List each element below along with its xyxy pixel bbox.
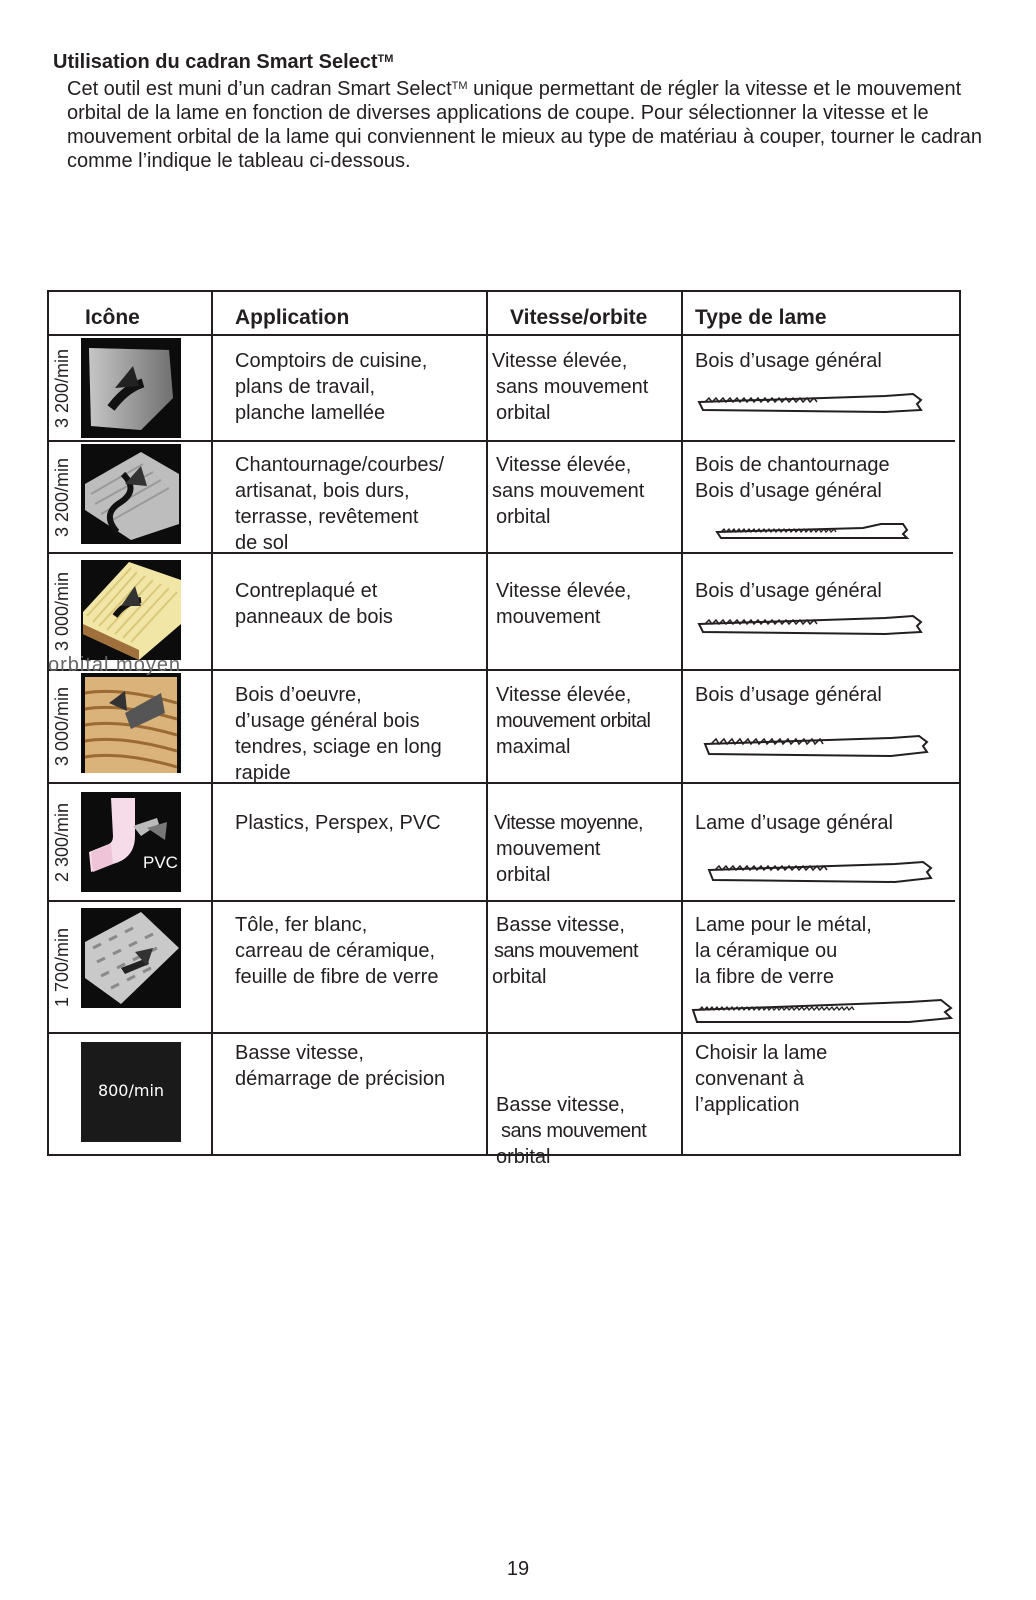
speed-cell: Basse vitesse, sans mouvement orbital <box>496 1094 647 1168</box>
low-speed-icon <box>81 1042 181 1142</box>
scroll-cut-icon <box>81 444 181 544</box>
overlapping-text-artifact: orbital moyen <box>48 654 182 676</box>
speed-cell: Basse vitesse, sans mouvement orbital <box>492 914 638 988</box>
speed-label: 3 000/min <box>52 571 73 652</box>
application-cell: Tôle, fer blanc, carreau de céramique, feuille de fibre de verre <box>235 914 439 988</box>
column-divider <box>681 292 683 1154</box>
blade-cell: Bois d’usage général <box>695 684 882 706</box>
application-cell: Bois d’oeuvre, d’usage général bois tendres, sciage en long rapide <box>235 684 442 784</box>
speed-cell: Vitesse élevée, mouvement <box>496 580 632 628</box>
scroll-blade-icon <box>713 520 913 544</box>
speed-label: 3 200/min <box>52 457 73 537</box>
blade-cell: Bois d’usage général <box>695 580 882 602</box>
metal-blade-icon <box>689 994 955 1028</box>
jigsaw-blade-icon <box>695 390 925 416</box>
row-divider <box>49 900 955 902</box>
header-speed: Vitesse/orbite <box>510 306 648 329</box>
intro-paragraph: Cet outil est muni d’un cadran Smart Select™ unique permettant de régler la vitesse et le mouvement orbital de la lame en fonction de diverses applications de coupe. Pour sélectionner la vitesse et le mouvement orbital de la lame qui conviennent le mieux au type de matériau à couper, tourner le cadran comme l’indique le tableau ci-dessous. <box>67 78 982 172</box>
speed-cell: Vitesse élevée, sans mouvement orbital <box>492 350 649 424</box>
blade-cell: Lame d’usage général <box>695 812 893 834</box>
countertop-curve-icon <box>81 338 181 438</box>
application-cell: Basse vitesse, démarrage de précision <box>235 1042 446 1090</box>
blade-cell: Bois d’usage général <box>695 350 882 372</box>
blade-cell: Bois de chantournage Bois d’usage général <box>695 454 890 502</box>
speed-label: 1 700/min <box>52 927 73 1007</box>
smart-select-table <box>47 290 961 1168</box>
speed-label: 3 000/min <box>52 686 73 767</box>
svg-text:PVC: PVC <box>143 853 178 872</box>
jigsaw-blade-icon <box>705 856 935 886</box>
page-number: 19 <box>506 1558 530 1580</box>
blade-cell: Choisir la lame convenant à l’application <box>695 1042 828 1116</box>
section-title: Utilisation du cadran Smart Select™ <box>53 51 394 73</box>
row-divider <box>49 782 959 784</box>
row-divider <box>49 334 959 336</box>
application-cell: Plastics, Perspex, PVC <box>235 812 441 834</box>
application-cell: Contreplaqué et panneaux de bois <box>235 580 393 628</box>
speed-label: 2 300/min <box>52 802 73 882</box>
speed-cell: Vitesse élevée, sans mouvement orbital <box>492 454 645 528</box>
column-divider <box>486 292 488 1154</box>
header-icon: Icône <box>85 306 140 329</box>
metal-sheet-icon <box>81 908 181 1008</box>
speed-cell: Vitesse moyenne, mouvement orbital <box>494 812 644 886</box>
svg-text:800/min: 800/min <box>97 1081 165 1100</box>
lumber-icon <box>81 673 181 773</box>
row-divider <box>49 1032 959 1034</box>
row-divider <box>49 669 959 671</box>
plywood-icon <box>81 560 181 660</box>
blade-cell: Lame pour le métal, la céramique ou la fibre de verre <box>695 914 872 988</box>
header-blade: Type de lame <box>695 306 827 329</box>
speed-label: 3 200/min <box>52 348 73 428</box>
pvc-pipe-icon <box>81 792 181 892</box>
jigsaw-blade-icon <box>701 730 931 760</box>
intro-section <box>53 47 983 173</box>
jigsaw-blade-icon <box>695 612 925 638</box>
application-cell: Chantournage/courbes/ artisanat, bois durs, terrasse, revêtement de sol <box>235 454 445 554</box>
speed-cell: Vitesse élevée, mouvement orbital maximal <box>496 684 651 758</box>
column-divider <box>211 292 213 1154</box>
application-cell: Comptoirs de cuisine, plans de travail, planche lamellée <box>235 350 428 424</box>
header-application: Application <box>235 306 350 329</box>
row-divider <box>49 552 953 554</box>
row-divider <box>49 440 955 442</box>
